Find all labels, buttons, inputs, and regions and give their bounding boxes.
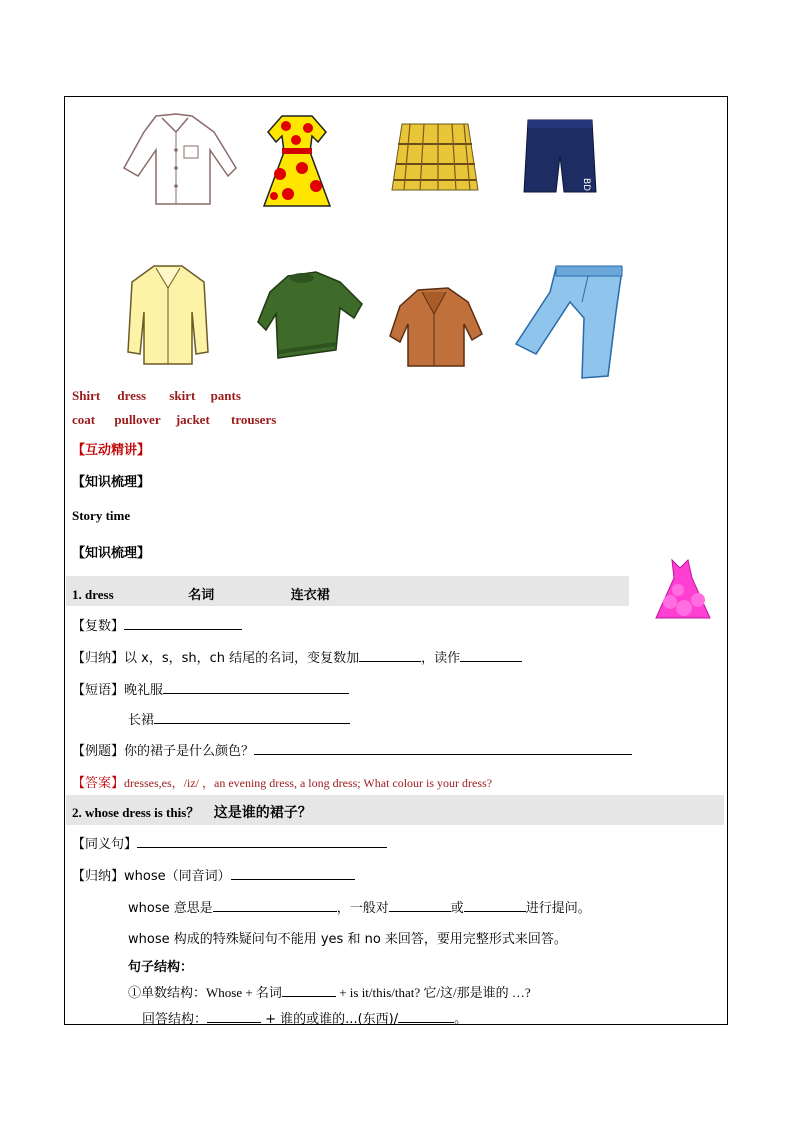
vocab-word: Shirt xyxy=(72,388,101,403)
vocab-row-2 xyxy=(72,412,276,428)
answer-line: 【答案】dresses,es，/iz/ ，an evening dress, a long dress; What colour is your dress? xyxy=(72,776,493,791)
synonym-blank[interactable] xyxy=(137,835,387,848)
structure-heading: 句子结构： xyxy=(128,960,194,975)
plural-blank[interactable] xyxy=(124,617,242,630)
noun-blank[interactable] xyxy=(282,984,336,997)
phrase1-blank[interactable] xyxy=(163,681,349,694)
pullover-image xyxy=(256,268,366,360)
structure-singular: ①单数结构：Whose + 名词 + is it/this/that? 它/这/那是谁的 …? xyxy=(128,985,531,1000)
phrase-line-1: 【短语】晚礼服 xyxy=(72,679,349,698)
ask-blank-2[interactable] xyxy=(464,899,526,912)
vocab-word: skirt xyxy=(169,388,196,403)
vocab-word: jacket xyxy=(175,412,210,427)
trousers-image xyxy=(512,262,630,382)
item1-heading: 1. dress 名词 连衣裙 xyxy=(72,587,330,603)
item2-heading: 2. whose dress is this？ 这是谁的裙子？ xyxy=(72,805,312,821)
answer-blank-2[interactable] xyxy=(398,1010,454,1023)
suffix-blank[interactable] xyxy=(359,649,421,662)
phrase-line-2: 长裙 xyxy=(128,709,350,728)
svg-text:BD: BD xyxy=(581,178,591,192)
ask-blank-1[interactable] xyxy=(389,899,451,912)
example-line: 【例题】你的裙子是什么颜色？ xyxy=(72,740,632,759)
vocab-word: dress xyxy=(117,388,147,403)
section-story: Story time xyxy=(72,508,131,523)
dress-image xyxy=(262,112,332,210)
pronounce-blank[interactable] xyxy=(460,649,522,662)
summary-line: 【归纳】以 x，s，sh，ch 结尾的名词，变复数加 ，读作 xyxy=(72,647,522,666)
shorts-image xyxy=(522,118,598,196)
meaning-blank[interactable] xyxy=(213,899,337,912)
coat-image xyxy=(126,262,210,366)
whose-rule-line: whose 构成的特殊疑问句不能用 yes 和 no 来回答，要用完整形式来回答。 xyxy=(128,932,567,947)
worksheet-frame xyxy=(64,96,728,1025)
example-blank[interactable] xyxy=(254,742,632,755)
section-interactive: 【互动精讲】 xyxy=(72,443,151,458)
vocab-word: pullover xyxy=(114,412,161,427)
summary2-line: 【归纳】whose（同音词） xyxy=(72,865,355,884)
skirt-image xyxy=(390,122,480,194)
jacket-image xyxy=(388,284,484,370)
plural-line: 【复数】 xyxy=(72,615,242,634)
shirt-image xyxy=(118,110,240,206)
homophone-blank[interactable] xyxy=(231,867,355,880)
answer-blank-1[interactable] xyxy=(207,1010,261,1023)
vocab-word: coat xyxy=(72,412,96,427)
section-knowledge-2: 【知识梳理】 xyxy=(72,546,151,561)
pink-dress-icon xyxy=(650,556,716,626)
whose-meaning-line: whose 意思是 ，一般对 或 进行提问。 xyxy=(128,901,591,916)
vocab-word: pants xyxy=(210,388,241,403)
vocab-word: trousers xyxy=(231,412,277,427)
section-knowledge: 【知识梳理】 xyxy=(72,475,151,490)
phrase2-blank[interactable] xyxy=(154,711,350,724)
structure-answer: 回答结构： + 谁的或谁的...(东西)/ 。 xyxy=(142,1012,468,1027)
vocab-row-1 xyxy=(72,388,241,404)
synonym-line: 【同义句】 xyxy=(72,833,387,852)
